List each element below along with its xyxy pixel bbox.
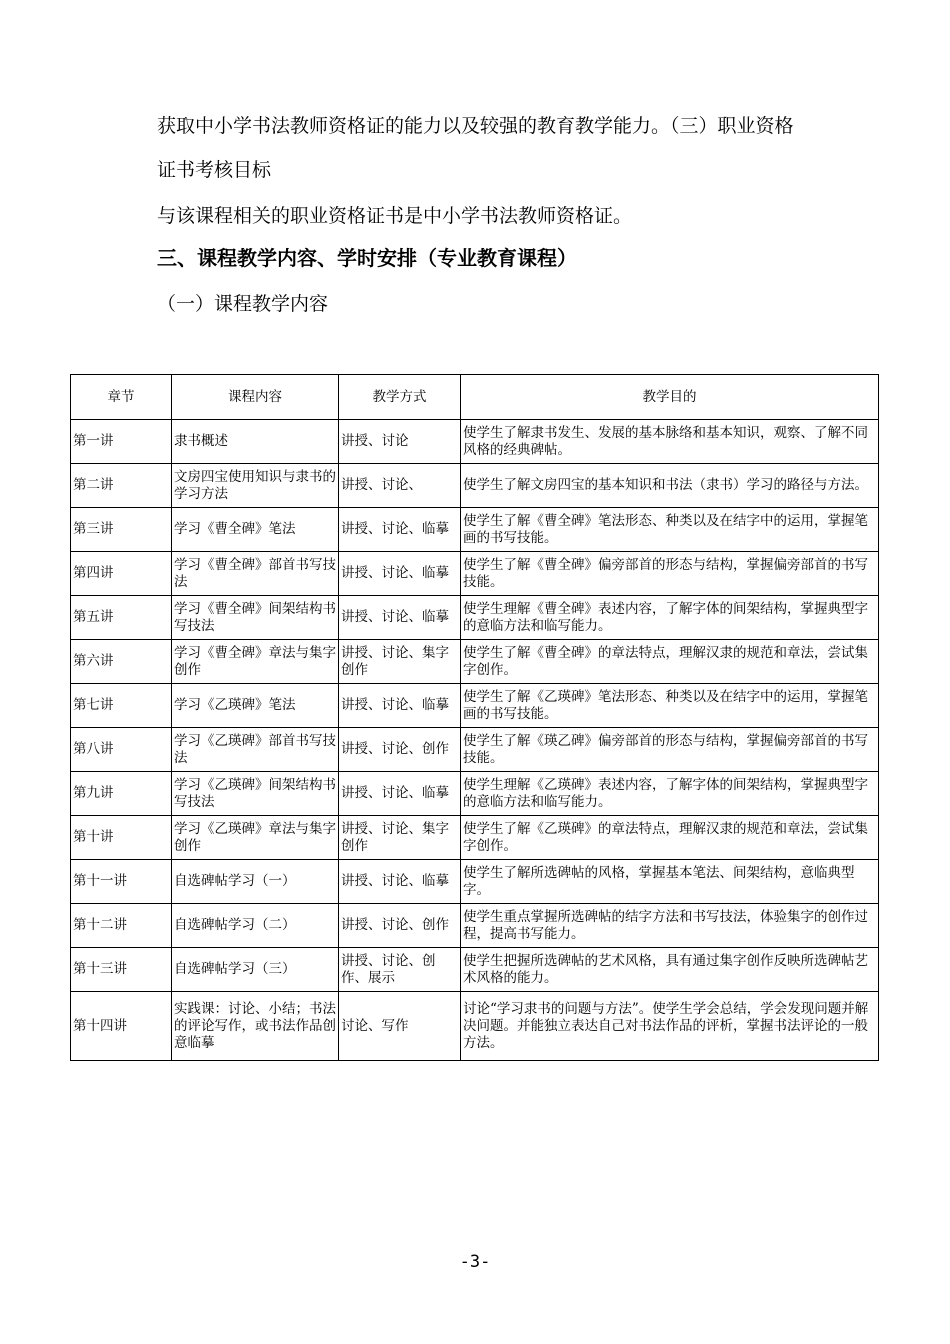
cell-chapter: 第三讲 — [71, 508, 172, 552]
table-header-row — [71, 375, 879, 420]
cell-chapter: 第二讲 — [71, 464, 172, 508]
cell-method: 讲授、讨论、创作 — [339, 728, 461, 772]
cell-method: 讲授、讨论、创作、展示 — [339, 948, 461, 992]
cell-chapter: 第十二讲 — [71, 904, 172, 948]
cell-chapter: 第十三讲 — [71, 948, 172, 992]
cell-method: 讲授、讨论、临摹 — [339, 684, 461, 728]
cell-content: 学习《曹全碑》章法与集字创作 — [172, 640, 339, 684]
header-method: 教学方式 — [339, 375, 461, 420]
cell-method: 讲授、讨论 — [339, 420, 461, 464]
cell-method: 讲授、讨论、 — [339, 464, 461, 508]
cell-content: 学习《乙瑛碑》部首书写技法 — [172, 728, 339, 772]
cell-goal: 使学生重点掌握所选碑帖的结字方法和书写技法，体验集字的创作过程，提高书写能力。 — [461, 904, 879, 948]
cell-content: 自选碑帖学习（三） — [172, 948, 339, 992]
cell-content: 文房四宝使用知识与隶书的学习方法 — [172, 464, 339, 508]
cell-content: 实践课：讨论、小结；书法的评论写作，或书法作品创意临摹 — [172, 992, 339, 1061]
cell-chapter: 第七讲 — [71, 684, 172, 728]
intro-line-3: 与该课程相关的职业资格证书是中小学书法教师资格证。 — [157, 205, 633, 227]
subsection-heading: （一）课程教学内容 — [157, 293, 329, 315]
course-content-table — [70, 374, 879, 1061]
cell-content: 自选碑帖学习（二） — [172, 904, 339, 948]
table-row — [71, 904, 879, 948]
cell-goal: 使学生理解《曹全碑》表述内容，了解字体的间架结构，掌握典型字的意临方法和临写能力。 — [461, 596, 879, 640]
table-row — [71, 728, 879, 772]
cell-content: 学习《曹全碑》部首书写技法 — [172, 552, 339, 596]
cell-goal: 使学生了解《乙瑛碑》的章法特点，理解汉隶的规范和章法，尝试集字创作。 — [461, 816, 879, 860]
cell-content: 学习《乙瑛碑》章法与集字创作 — [172, 816, 339, 860]
intro-line-2: 证书考核目标 — [157, 159, 272, 181]
cell-chapter: 第四讲 — [71, 552, 172, 596]
cell-method: 讲授、讨论、创作 — [339, 904, 461, 948]
cell-content: 隶书概述 — [172, 420, 339, 464]
cell-chapter: 第六讲 — [71, 640, 172, 684]
cell-goal: 使学生了解所选碑帖的风格，掌握基本笔法、间架结构，意临典型字。 — [461, 860, 879, 904]
table-row — [71, 596, 879, 640]
cell-goal: 使学生了解《曹全碑》笔法形态、种类以及在结字中的运用，掌握笔画的书写技能。 — [461, 508, 879, 552]
table-row — [71, 552, 879, 596]
cell-content: 学习《乙瑛碑》笔法 — [172, 684, 339, 728]
cell-method: 讲授、讨论、临摹 — [339, 860, 461, 904]
header-goal: 教学目的 — [461, 375, 879, 420]
cell-method: 讨论、写作 — [339, 992, 461, 1061]
cell-method: 讲授、讨论、临摹 — [339, 552, 461, 596]
table-row — [71, 816, 879, 860]
cell-content: 学习《曹全碑》间架结构书写技法 — [172, 596, 339, 640]
cell-goal: 使学生把握所选碑帖的艺术风格，具有通过集字创作反映所选碑帖艺术风格的能力。 — [461, 948, 879, 992]
table-row — [71, 772, 879, 816]
cell-goal: 使学生了解隶书发生、发展的基本脉络和基本知识，观察、了解不同风格的经典碑帖。 — [461, 420, 879, 464]
cell-chapter: 第一讲 — [71, 420, 172, 464]
cell-method: 讲授、讨论、集字创作 — [339, 640, 461, 684]
cell-chapter: 第五讲 — [71, 596, 172, 640]
cell-content: 学习《曹全碑》笔法 — [172, 508, 339, 552]
cell-content: 学习《乙瑛碑》间架结构书写技法 — [172, 772, 339, 816]
cell-method: 讲授、讨论、临摹 — [339, 508, 461, 552]
cell-chapter: 第十讲 — [71, 816, 172, 860]
table-row — [71, 992, 879, 1061]
table-row — [71, 684, 879, 728]
cell-goal: 使学生了解《曹全碑》偏旁部首的形态与结构，掌握偏旁部首的书写技能。 — [461, 552, 879, 596]
cell-goal: 使学生了解文房四宝的基本知识和书法（隶书）学习的路径与方法。 — [461, 464, 879, 508]
cell-chapter: 第十一讲 — [71, 860, 172, 904]
cell-chapter: 第十四讲 — [71, 992, 172, 1061]
intro-line-1: 获取中小学书法教师资格证的能力以及较强的教育教学能力。（三）职业资格 — [157, 115, 794, 137]
header-content: 课程内容 — [172, 375, 339, 420]
cell-goal: 使学生了解《瑛乙碑》偏旁部首的形态与结构，掌握偏旁部首的书写技能。 — [461, 728, 879, 772]
table-row — [71, 464, 879, 508]
section-heading: 三、课程教学内容、学时安排（专业教育课程） — [157, 246, 577, 270]
table-row — [71, 640, 879, 684]
cell-goal: 使学生理解《乙瑛碑》表述内容，了解字体的间架结构，掌握典型字的意临方法和临写能力。 — [461, 772, 879, 816]
cell-content: 自选碑帖学习（一） — [172, 860, 339, 904]
cell-goal: 使学生了解《曹全碑》的章法特点，理解汉隶的规范和章法，尝试集字创作。 — [461, 640, 879, 684]
cell-method: 讲授、讨论、临摹 — [339, 772, 461, 816]
table-row — [71, 508, 879, 552]
cell-chapter: 第九讲 — [71, 772, 172, 816]
page-number: -3- — [459, 1252, 491, 1272]
header-chapter: 章节 — [71, 375, 172, 420]
table-row — [71, 948, 879, 992]
cell-method: 讲授、讨论、临摹 — [339, 596, 461, 640]
cell-method: 讲授、讨论、集字创作 — [339, 816, 461, 860]
cell-goal: 讨论“学习隶书的问题与方法”。使学生学会总结，学会发现问题并解决问题。并能独立表达自己对书法作品的评析，掌握书法评论的一般方法。 — [461, 992, 879, 1061]
cell-goal: 使学生了解《乙瑛碑》笔法形态、种类以及在结字中的运用，掌握笔画的书写技能。 — [461, 684, 879, 728]
table-row — [71, 420, 879, 464]
table-row — [71, 860, 879, 904]
cell-chapter: 第八讲 — [71, 728, 172, 772]
